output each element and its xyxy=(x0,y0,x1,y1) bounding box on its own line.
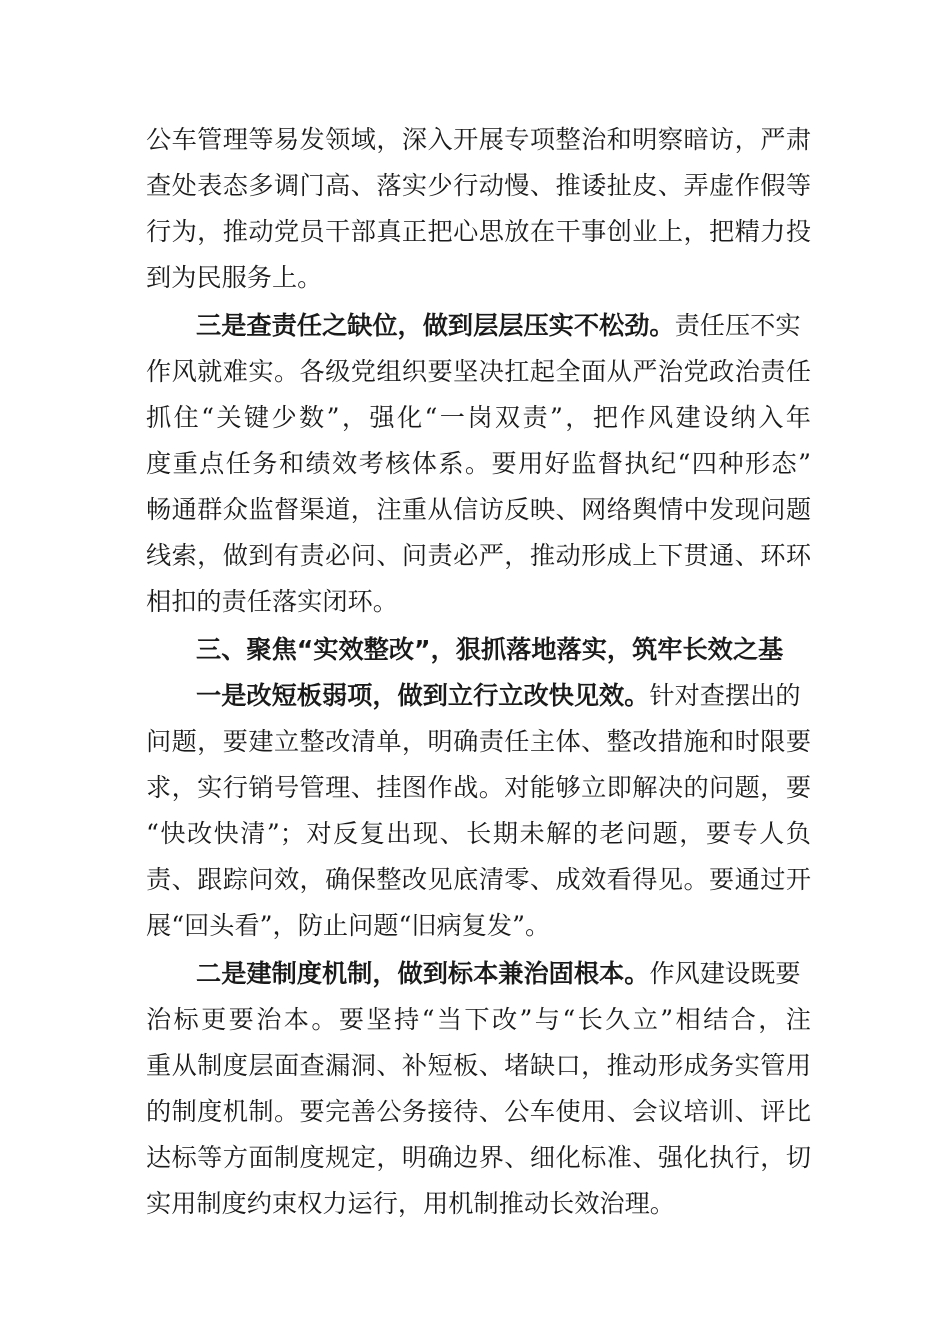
paragraph-1-line-3: 行为，推动党员干部真正把心思放在干事创业上，把精力投 xyxy=(146,217,811,246)
paragraph-4-line-1 xyxy=(196,951,811,997)
paragraph-4-line-3: 重从制度层面查漏洞、补短板、堵缺口，推动形成务实管用 xyxy=(146,1051,811,1080)
paragraph-4-lead: 二是建制度机制，做到标本兼治固根本。 xyxy=(196,959,650,988)
paragraph-2-line-4: 度重点任务和绩效考核体系。要用好监督执纪“四种形态” xyxy=(146,449,811,478)
paragraph-2-line-1 xyxy=(196,303,811,349)
paragraph-1-line-2: 查处表态多调门高、落实少行动慢、推诿扯皮、弄虚作假等 xyxy=(146,171,811,200)
paragraph-4-line-1-text: 作风建设既要 xyxy=(649,959,801,988)
section-heading: 三、聚焦“实效整改”，狠抓落地落实，筑牢长效之基 xyxy=(196,635,784,664)
paragraph-3-line-6: 展“回头看”，防止问题“旧病复发”。 xyxy=(146,911,551,940)
paragraph-3-line-4: “快改快清”；对反复出现、长期未解的老问题，要专人负 xyxy=(146,819,811,848)
paragraph-3-line-1 xyxy=(196,673,811,719)
paragraph-4-line-4: 的制度机制。要完善公务接待、公车使用、会议培训、评比 xyxy=(146,1097,811,1126)
paragraph-2-line-3: 抓住“关键少数”，强化“一岗双责”，把作风建设纳入年 xyxy=(146,403,811,432)
paragraph-2-line-6: 线索，做到有责必问、问责必严，推动形成上下贯通、环环 xyxy=(146,541,811,570)
paragraph-2-line-7: 相扣的责任落实闭环。 xyxy=(146,587,398,616)
paragraph-4-line-2: 治标更要治本。要坚持“当下改”与“长久立”相结合，注 xyxy=(146,1005,811,1034)
paragraph-4-line-6: 实用制度约束权力运行，用机制推动长效治理。 xyxy=(146,1189,675,1218)
paragraph-3-line-2: 问题，要建立整改清单，明确责任主体、整改措施和时限要 xyxy=(146,727,811,756)
paragraph-1-line-1: 公车管理等易发领域，深入开展专项整治和明察暗访，严肃 xyxy=(146,125,811,154)
paragraph-2-line-1-text: 责任压不实 xyxy=(674,311,801,340)
paragraph-3-lead: 一是改短板弱项，做到立行立改快见效。 xyxy=(196,681,650,710)
paragraph-2-lead: 三是查责任之缺位，做到层层压实不松劲。 xyxy=(196,311,675,340)
paragraph-3-line-3: 求，实行销号管理、挂图作战。对能够立即解决的问题，要 xyxy=(146,773,811,802)
paragraph-4-line-5: 达标等方面制度规定，明确边界、细化标准、强化执行，切 xyxy=(146,1143,811,1172)
paragraph-1-line-4: 到为民服务上。 xyxy=(146,263,323,292)
paragraph-2-line-5: 畅通群众监督渠道，注重从信访反映、网络舆情中发现问题 xyxy=(146,495,811,524)
paragraph-3-line-1-text: 针对查摆出的 xyxy=(649,681,801,710)
paragraph-3-line-5: 责、跟踪问效，确保整改见底清零、成效看得见。要通过开 xyxy=(146,865,811,894)
paragraph-2-line-2: 作风就难实。各级党组织要坚决扛起全面从严治党政治责任 xyxy=(146,357,811,386)
